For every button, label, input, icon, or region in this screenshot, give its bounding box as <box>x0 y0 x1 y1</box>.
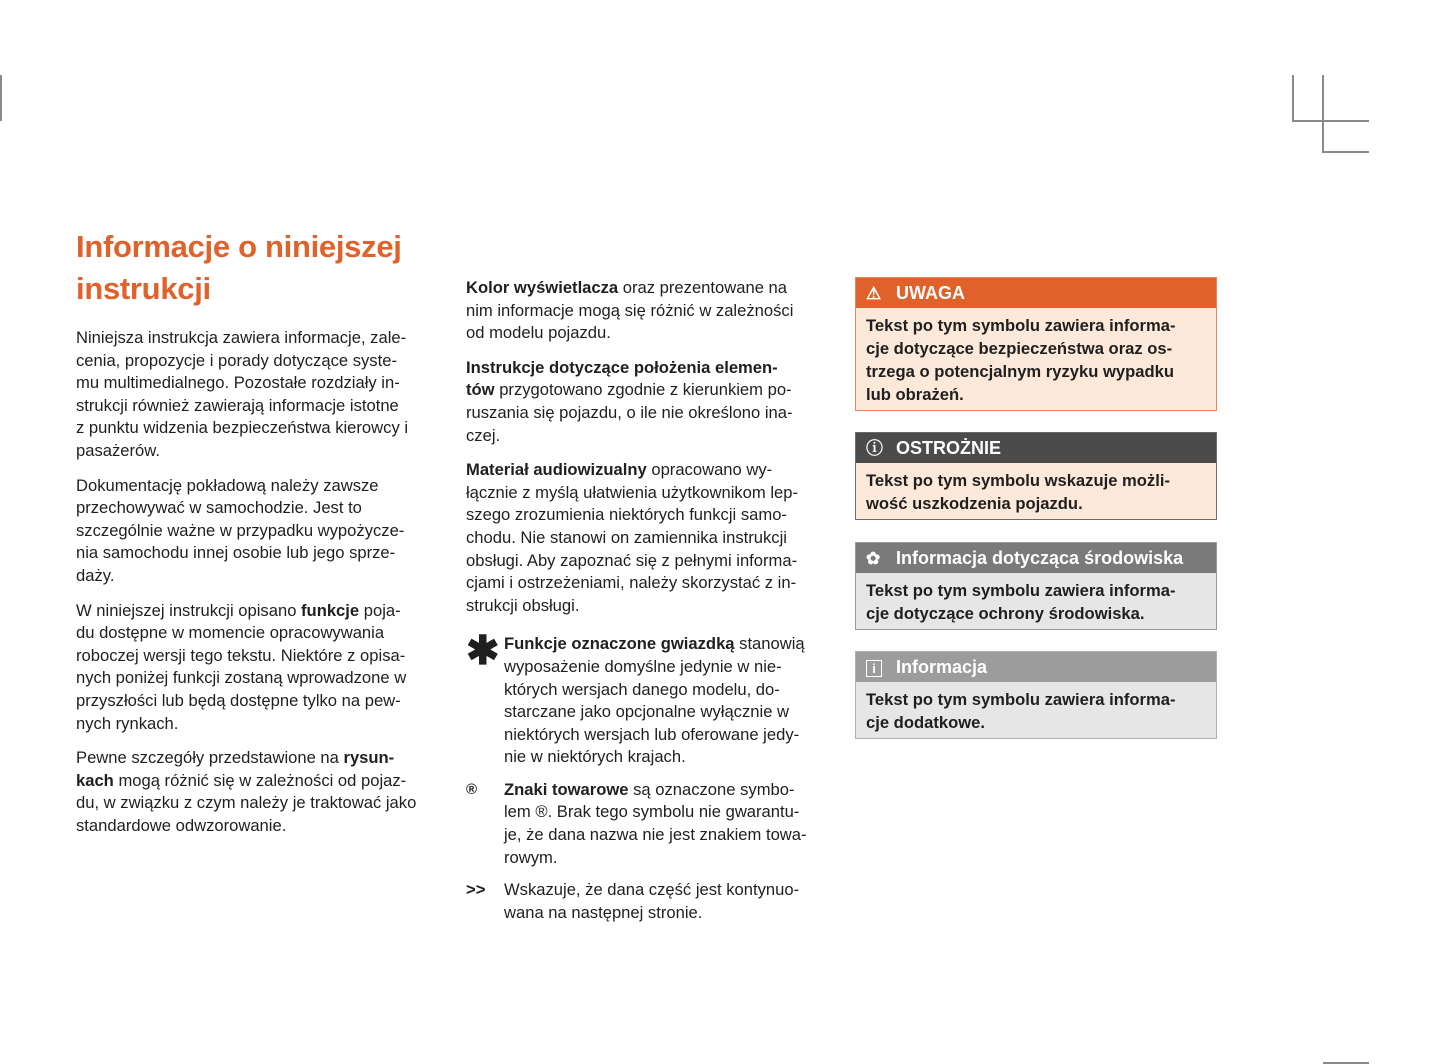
text-segment: je, że dana nazwa nie jest znakiem towa- <box>504 825 807 845</box>
text-line <box>76 792 446 815</box>
bold-term: Materiał audiowizualny <box>466 460 647 480</box>
text-line <box>504 879 836 902</box>
text-line <box>76 770 446 793</box>
text-segment: pasażerów. <box>76 440 160 460</box>
notice-title: OSTROŻNIE <box>896 438 1002 458</box>
text-line <box>504 633 836 656</box>
text-line <box>76 815 446 838</box>
notice-body <box>856 682 1216 738</box>
text-line <box>504 801 836 824</box>
notice-title: Informacja <box>896 657 988 677</box>
text-line <box>466 402 836 425</box>
paragraph <box>466 277 836 345</box>
text-segment: przechowywać w samochodzie. Jest to <box>76 498 362 518</box>
text-segment: W niniejszej instrukcji opisano <box>76 600 302 620</box>
title-line: instrukcji <box>76 271 211 306</box>
caution-notice-box <box>855 432 1217 520</box>
text-line <box>466 550 836 573</box>
text-line: lub obrażeń. <box>866 385 964 404</box>
text-line <box>76 475 446 498</box>
symbol-legend-item <box>466 629 836 769</box>
text-segment: cenia, propozycje i porady dotyczące syste- <box>76 350 397 370</box>
notice-header <box>856 652 1216 682</box>
symbol-description <box>504 879 836 924</box>
text-line: cje dotyczące ochrony środowiska. <box>866 604 1145 623</box>
text-line <box>466 572 836 595</box>
text-segment: cjami i ostrzeżeniami, należy skorzystać z in- <box>466 573 797 593</box>
text-segment: chodu. Nie stanowi on zamiennika instrukcji <box>466 527 787 547</box>
text-line <box>466 504 836 527</box>
text-line <box>504 724 836 747</box>
text-segment: niektórych wersjach lub oferowane jedy- <box>504 724 800 744</box>
text-line <box>76 747 446 770</box>
text-segment: roboczej wersji tego tekstu. Niektóre z opisa- <box>76 645 406 665</box>
left-column <box>76 327 446 849</box>
text-line <box>466 459 836 482</box>
text-segment: opracowano wy- <box>646 460 773 480</box>
crop-mark <box>1323 1062 1369 1064</box>
text-line <box>504 902 836 925</box>
text-segment: ruszania się pojazdu, o ile nie określono ina- <box>466 402 793 422</box>
text-line <box>76 645 446 668</box>
text-segment: Pewne szczegóły przedstawione na <box>76 748 344 768</box>
text-line: cje dodatkowe. <box>866 713 985 732</box>
text-line: Tekst po tym symbolu wskazuje możli- <box>866 471 1170 490</box>
text-segment: których wersjach danego modelu, do- <box>504 679 780 699</box>
text-line <box>504 779 836 802</box>
notice-body <box>856 573 1216 629</box>
text-segment: od modelu pojazdu. <box>466 323 611 343</box>
page-title <box>76 226 402 310</box>
text-segment: wana na następnej stronie. <box>504 902 703 922</box>
continued-chevrons-icon: >> <box>466 880 486 900</box>
crop-mark <box>1322 151 1369 153</box>
paragraph <box>466 459 836 617</box>
text-segment: wyposażenie domyślne jedynie w nie- <box>504 656 782 676</box>
title-line: Informacje o niniejszej <box>76 229 402 264</box>
text-line <box>504 847 836 870</box>
bold-term: rysun- <box>343 748 395 768</box>
text-line <box>76 713 446 736</box>
text-line <box>76 350 446 373</box>
text-segment: z punktu widzenia bezpieczeństwa kierowcy i <box>76 418 409 438</box>
text-segment: nim informacje mogą się różnić w zależności <box>466 300 794 320</box>
text-line: Tekst po tym symbolu zawiera informa- <box>866 316 1176 335</box>
text-line: Tekst po tym symbolu zawiera informa- <box>866 690 1176 709</box>
paragraph <box>76 327 446 463</box>
text-segment: Niniejsza instrukcja zawiera informacje, zale- <box>76 328 407 347</box>
text-line <box>76 395 446 418</box>
notice-header <box>856 433 1216 463</box>
text-line <box>466 277 836 300</box>
text-line <box>76 497 446 520</box>
text-line <box>76 542 446 565</box>
text-segment: lem ®. Brak tego symbolu nie gwarantu- <box>504 802 800 822</box>
text-segment: łącznie z myślą ułatwienia użytkownikom lep- <box>466 482 799 502</box>
environment-notice-box <box>855 542 1217 630</box>
text-line: trzega o potencjalnym ryzyku wypadku <box>866 362 1174 381</box>
text-line <box>466 595 836 618</box>
text-line <box>76 690 446 713</box>
text-line <box>504 701 836 724</box>
notice-header <box>856 278 1216 308</box>
bold-term: funkcje <box>301 600 360 620</box>
crop-mark <box>1292 75 1294 121</box>
text-line <box>76 600 446 623</box>
notice-title: Informacja dotycząca środowiska <box>896 548 1184 568</box>
bold-term: Kolor wyświetlacza <box>466 278 619 297</box>
text-line: wość uszkodzenia pojazdu. <box>866 494 1083 513</box>
notice-body <box>856 308 1216 410</box>
text-line <box>76 440 446 463</box>
text-line <box>76 372 446 395</box>
text-segment: mogą różnić się w zależności od pojaz- <box>113 770 407 790</box>
text-line <box>466 425 836 448</box>
text-line: Tekst po tym symbolu zawiera informa- <box>866 581 1176 600</box>
text-segment: du dostępne w momencie opracowywania <box>76 623 385 643</box>
middle-column <box>466 277 836 934</box>
text-line <box>76 565 446 588</box>
bold-term: kach <box>76 770 114 790</box>
text-line <box>466 322 836 345</box>
symbol-legend-item <box>466 879 836 924</box>
text-line <box>466 357 836 380</box>
paragraph <box>76 747 446 837</box>
bold-term: Instrukcje dotyczące położenia elemen- <box>466 357 778 377</box>
text-segment: nia samochodu innej osobie lub jego sprze- <box>76 543 396 563</box>
text-segment: przyszłości lub będą dostępne tylko na pew- <box>76 690 401 710</box>
registered-trademark-icon: ® <box>466 780 478 798</box>
text-line <box>76 520 446 543</box>
paragraph <box>76 600 446 736</box>
text-segment: daży. <box>76 565 115 585</box>
text-segment: Dokumentację pokładową należy zawsze <box>76 475 379 495</box>
text-line <box>76 327 446 350</box>
text-line <box>504 679 836 702</box>
text-line <box>504 656 836 679</box>
text-segment: nych poniżej funkcji zostaną wprowadzone w <box>76 668 407 688</box>
crop-mark <box>0 75 2 121</box>
text-segment: są oznaczone symbo- <box>628 779 795 799</box>
bold-term: tów <box>466 380 495 400</box>
text-segment: Wskazuje, że dana część jest kontynuo- <box>504 880 800 900</box>
crop-mark <box>1322 75 1324 152</box>
text-line <box>466 482 836 505</box>
text-segment: strukcji obsługi. <box>466 595 580 615</box>
middle-paragraphs <box>466 277 836 617</box>
symbol-legend-item <box>466 779 836 869</box>
text-line <box>504 746 836 769</box>
text-line <box>76 417 446 440</box>
text-segment: nie w niektórych krajach. <box>504 747 686 767</box>
text-line <box>466 300 836 323</box>
text-segment: nych rynkach. <box>76 713 179 733</box>
text-line <box>466 379 836 402</box>
bold-term: Funkcje oznaczone gwiazdką <box>504 634 735 654</box>
text-line <box>504 824 836 847</box>
notice-title: UWAGA <box>896 283 965 303</box>
text-segment: czej. <box>466 425 501 445</box>
paragraph <box>76 475 446 588</box>
paragraph <box>466 357 836 447</box>
notice-header <box>856 543 1216 573</box>
text-line: cje dotyczące bezpieczeństwa oraz os- <box>866 339 1173 358</box>
text-segment: standardowe odwzorowanie. <box>76 815 287 835</box>
text-segment: szczególnie ważne w przypadku wypożycze- <box>76 520 405 540</box>
text-line <box>466 527 836 550</box>
text-segment: przygotowano zgodnie z kierunkiem po- <box>494 380 792 400</box>
exclamation-circle-icon: ⓘ <box>866 439 883 458</box>
text-segment: szego zrozumienia niektórych funkcji samo- <box>466 505 787 525</box>
warning-notice-box <box>855 277 1217 411</box>
text-segment: oraz prezentowane na <box>618 278 787 297</box>
text-segment: strukcji również zawierają informacje istotne <box>76 395 399 415</box>
text-segment: rowym. <box>504 847 558 867</box>
text-line <box>76 667 446 690</box>
symbol-legend <box>466 629 836 924</box>
warning-triangle-icon: ⚠ <box>866 284 882 303</box>
symbol-description <box>504 633 836 769</box>
text-segment: obsługi. Aby zapoznać się z pełnymi informa- <box>466 550 798 570</box>
bold-term: Znaki towarowe <box>504 779 629 799</box>
symbol-description <box>504 779 836 869</box>
info-notice-box <box>855 651 1217 739</box>
flower-icon: ✿ <box>866 549 881 568</box>
text-segment: stanowią <box>734 634 805 654</box>
crop-mark <box>1292 120 1369 122</box>
text-segment: mu multimedialnego. Pozostałe rozdziały in- <box>76 373 400 393</box>
text-segment: starczane jako opcjonalne wyłącznie w <box>504 702 790 722</box>
notice-body <box>856 463 1216 519</box>
text-segment: poja- <box>359 600 401 620</box>
asterisk-icon: ✱ <box>466 629 500 674</box>
text-line <box>76 622 446 645</box>
info-icon: i <box>866 660 882 677</box>
text-segment: du, w związku z czym należy je traktować jako <box>76 793 417 813</box>
